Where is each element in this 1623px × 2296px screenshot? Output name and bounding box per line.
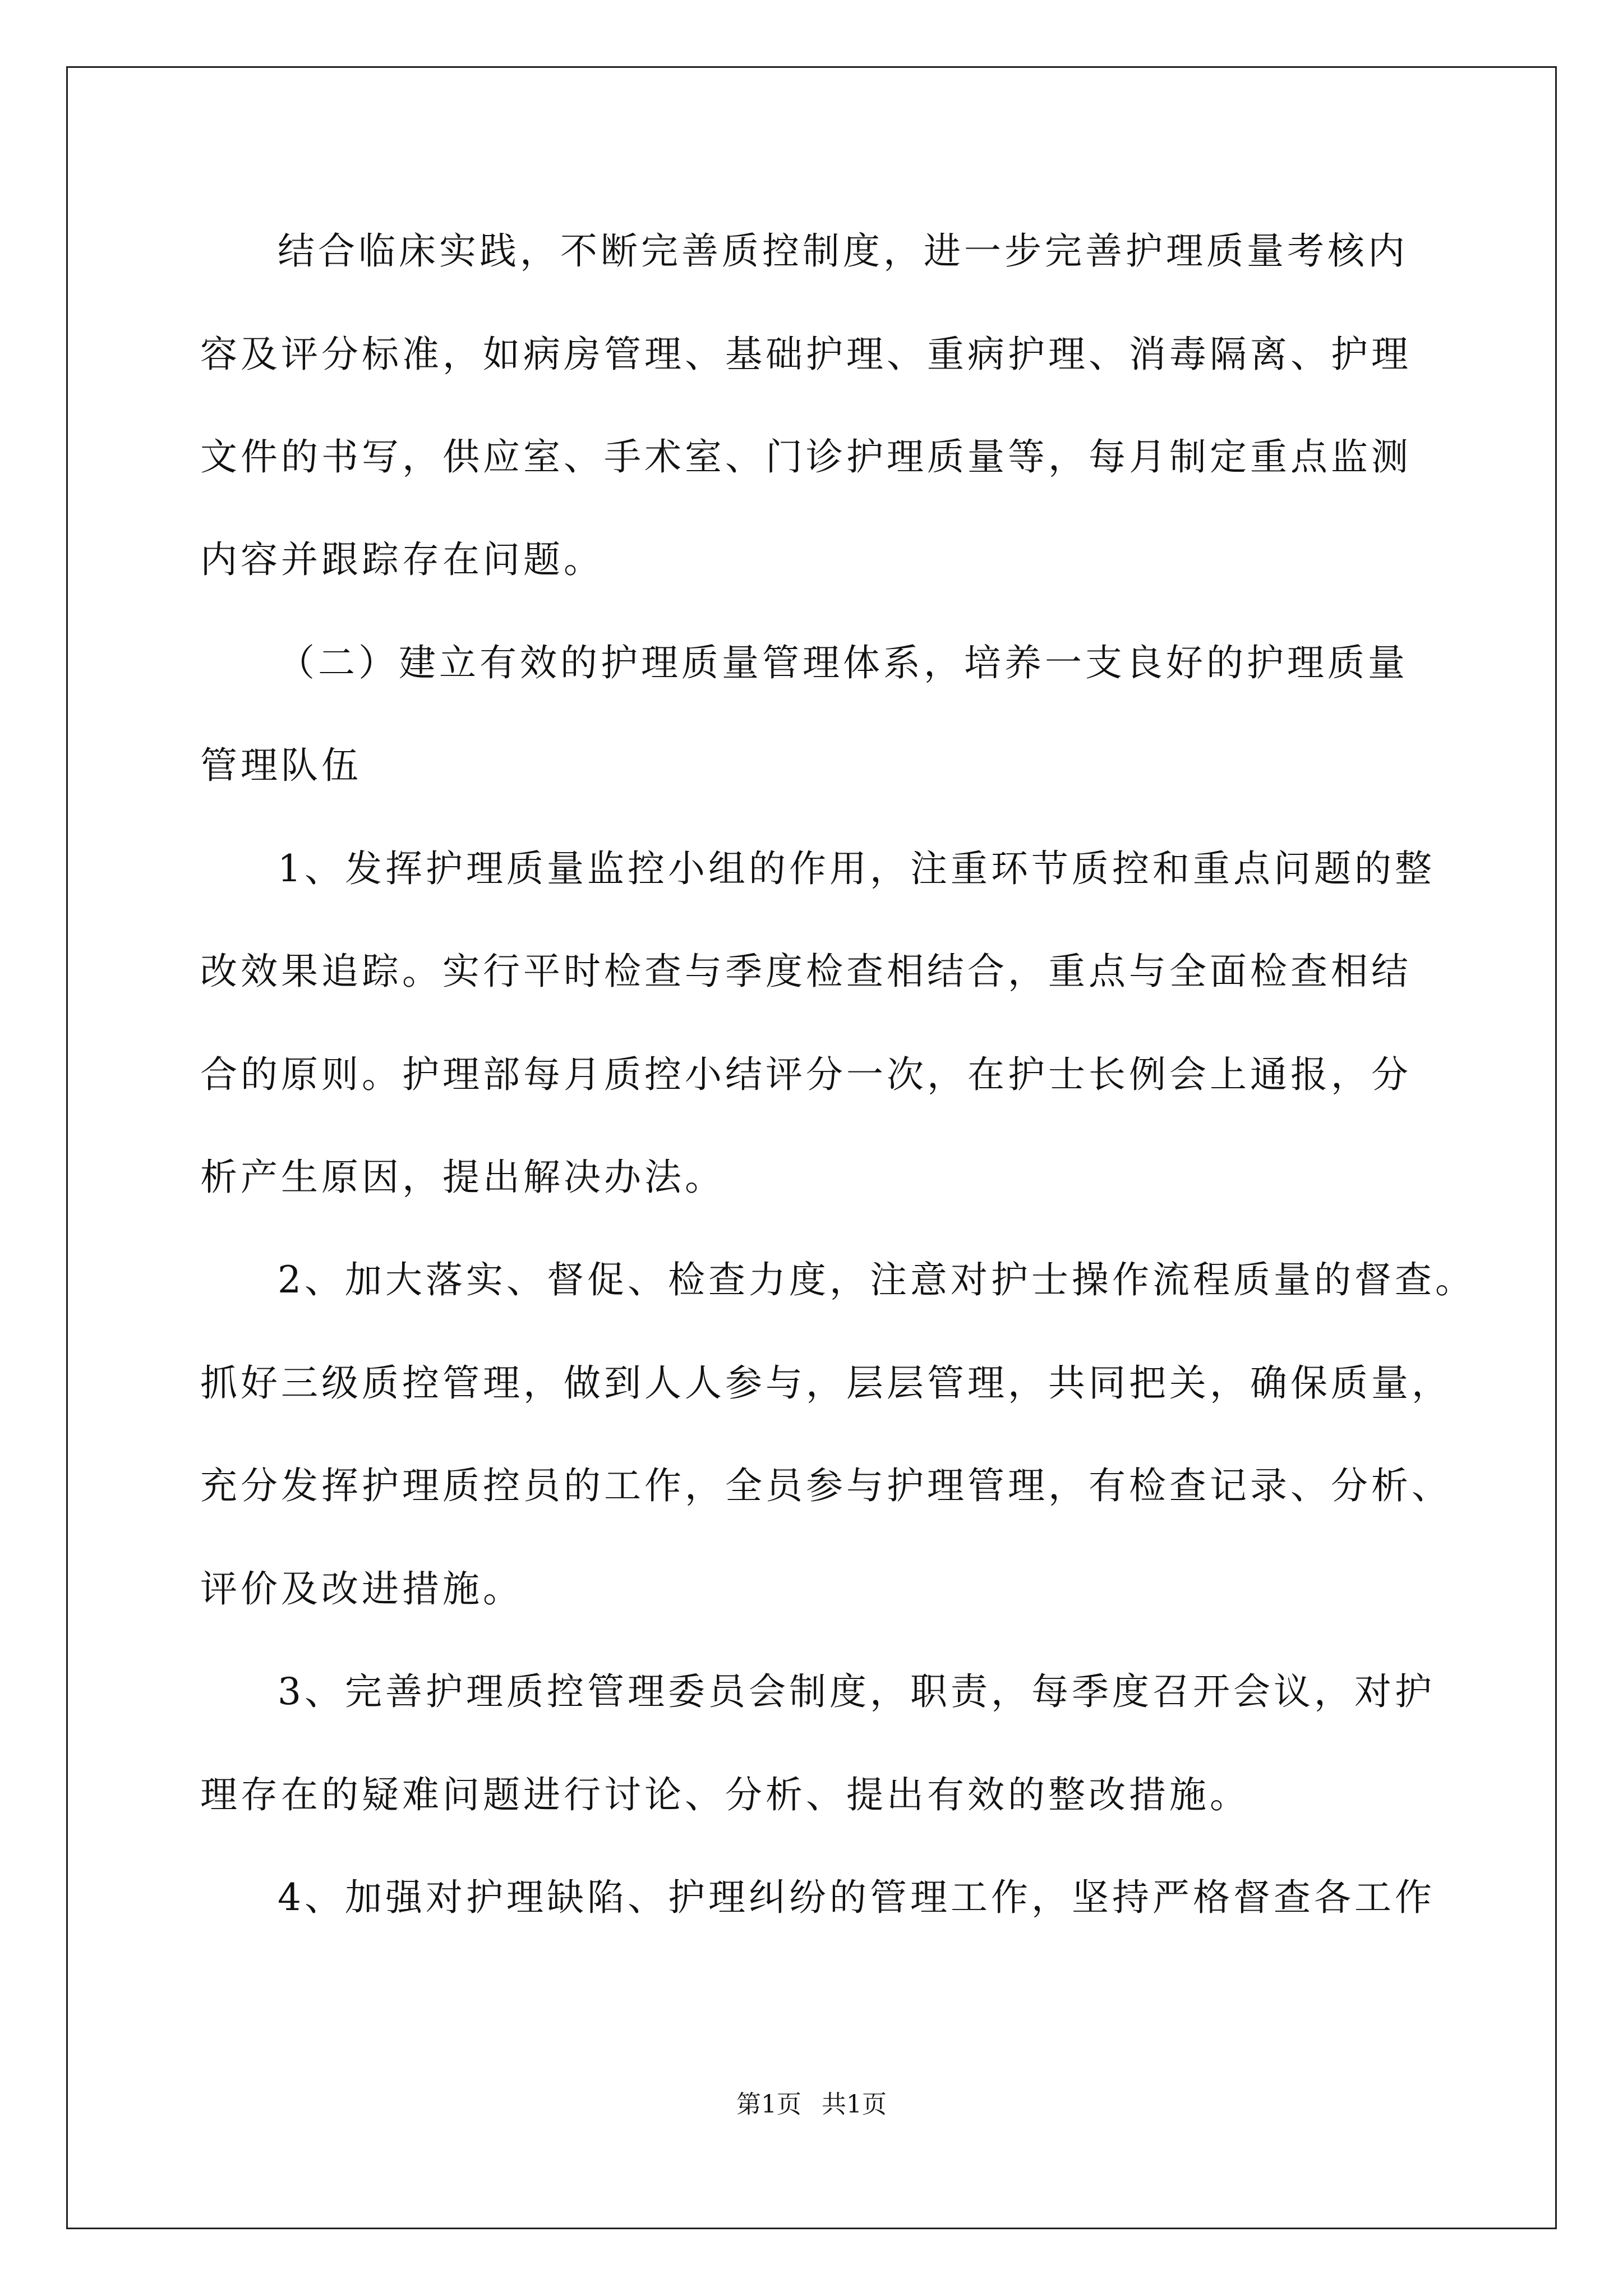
paragraph-line: 改效果追踪。实行平时检查与季度检查相结合，重点与全面检查相结 xyxy=(200,950,1412,993)
paragraph-line: 内容并跟踪存在问题。 xyxy=(200,538,604,581)
paragraph-line: 评价及改进措施。 xyxy=(200,1567,523,1611)
paragraph-line: 充分发挥护理质控员的工作，全员参与护理管理，有检查记录、分析、 xyxy=(200,1464,1452,1507)
paragraph-line: 理存在的疑难问题进行讨论、分析、提出有效的整改措施。 xyxy=(200,1773,1250,1816)
paragraph-line: 合的原则。护理部每月质控小结评分一次，在护士长例会上通报，分 xyxy=(200,1053,1412,1096)
paragraph-line: 1、发挥护理质量监控小组的作用，注重环节质控和重点问题的整 xyxy=(278,847,1435,890)
paragraph-line: 结合临床实践，不断完善质控制度，进一步完善护理质量考核内 xyxy=(278,229,1408,273)
section-heading-line: 管理队伍 xyxy=(200,744,362,787)
page-footer xyxy=(0,2089,1623,2120)
paragraph-line: 抓好三级质控管理，做到人人参与，层层管理，共同把关，确保质量， xyxy=(200,1361,1452,1405)
paragraph-line: 文件的书写，供应室、手术室、门诊护理质量等，每月制定重点监测 xyxy=(200,435,1412,478)
section-heading-line: （二）建立有效的护理质量管理体系，培养一支良好的护理质量 xyxy=(278,641,1408,684)
paragraph-line: 4、加强对护理缺陷、护理纠纷的管理工作，坚持严格督查各工作 xyxy=(278,1876,1435,1919)
page-number-total: 共1页 xyxy=(822,2090,887,2119)
paragraph-line: 3、完善护理质控管理委员会制度，职责，每季度召开会议，对护 xyxy=(278,1670,1435,1713)
paragraph-line: 容及评分标准，如病房管理、基础护理、重病护理、消毒隔离、护理 xyxy=(200,333,1412,376)
paragraph-line: 析产生原因，提出解决办法。 xyxy=(200,1156,725,1199)
paragraph-line: 2、加大落实、督促、检查力度，注意对护士操作流程质量的督查。 xyxy=(278,1258,1476,1301)
page-number-current: 第1页 xyxy=(736,2090,801,2119)
